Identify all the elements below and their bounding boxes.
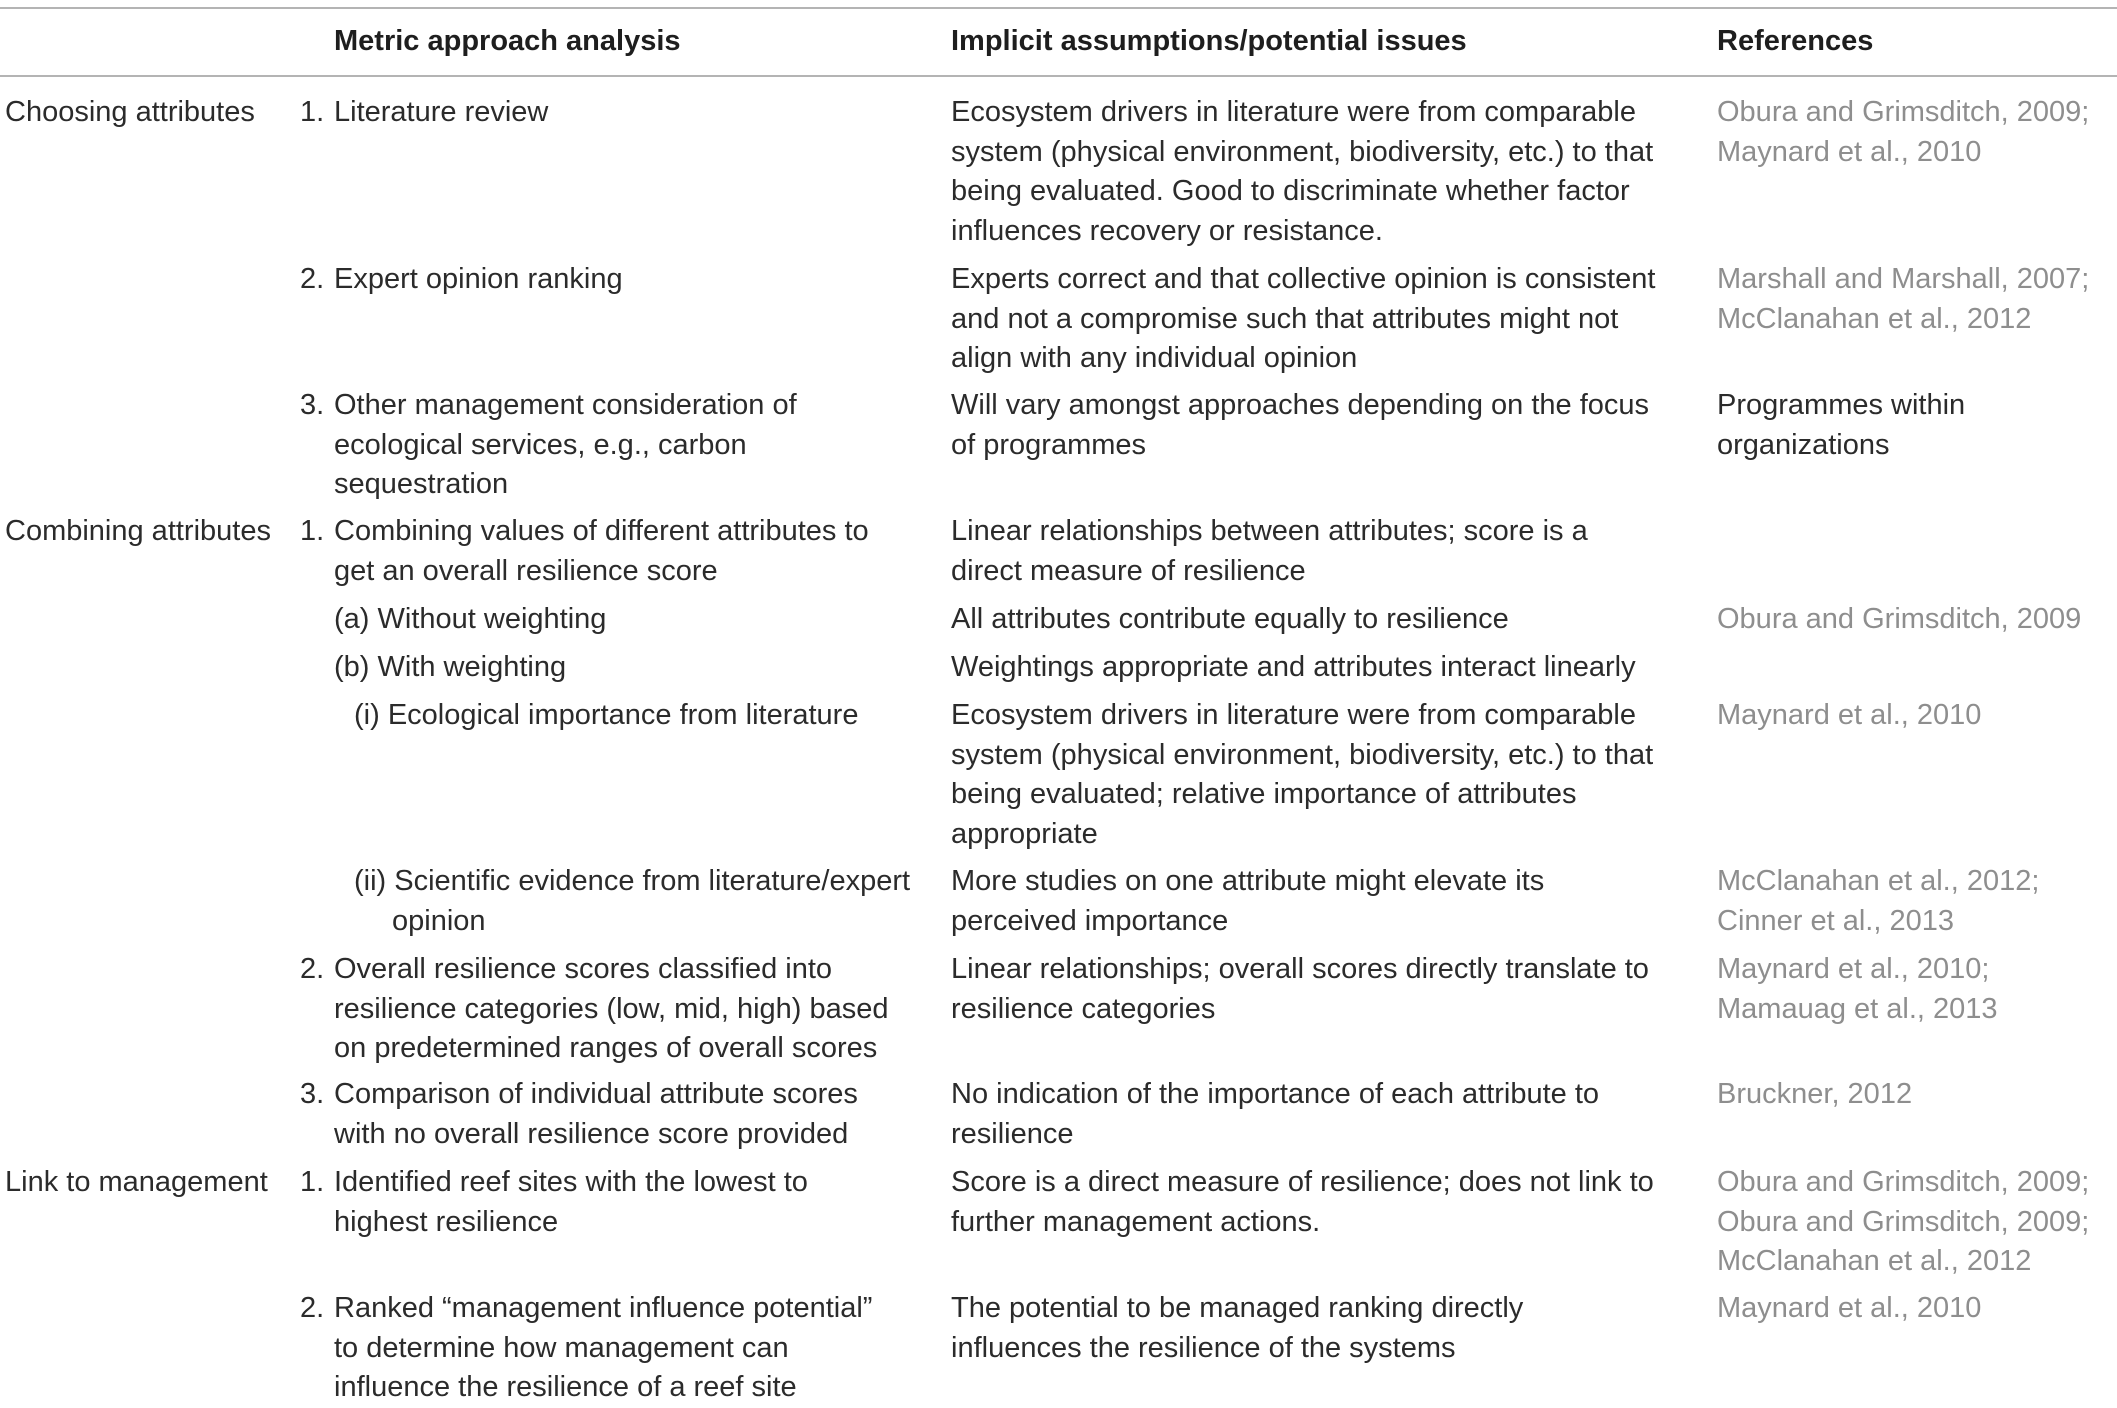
row-references [1717, 1163, 2117, 1282]
row-issue: The potential to be managed ranking directly influences the resilience of the systems [951, 1292, 1524, 1364]
row-approach: Comparison of individual attribute scores with no overall resilience score provided [334, 1078, 858, 1150]
row-references [1717, 93, 2117, 172]
row-approach: (ii) Scientific evidence from literature/expert opinion [354, 865, 911, 937]
reference-link[interactable]: McClanahan et al., 2012 [1717, 302, 2032, 335]
row-number: 1. [300, 1166, 325, 1198]
row-category: Combining attributes [5, 515, 271, 547]
row-issue: Ecosystem drivers in literature were from comparable system (physical environment, biodiversity, etc.) to that being evaluated. Good to discriminate whether factor influences recovery or resistance. [951, 96, 1654, 247]
row-references [1717, 386, 2117, 465]
row-issue: Weightings appropriate and attributes interact linearly [951, 651, 1636, 683]
row-references [1717, 862, 2117, 941]
reference-text: organizations [1717, 428, 1890, 461]
reference-link[interactable]: Maynard et al., 2010 [1717, 699, 1982, 731]
row-approach: Identified reef sites with the lowest to highest resilience [334, 1166, 808, 1238]
reference-link[interactable]: Maynard et al., 2010; [1717, 953, 1990, 985]
row-number: 2. [300, 953, 325, 985]
row-approach: Overall resilience scores classified into resilience categories (low, mid, high) based on predetermined ranges of overall scores [334, 953, 889, 1064]
reference-link[interactable]: McClanahan et al., 2012 [1717, 1245, 2032, 1277]
row-issue: Experts correct and that collective opinion is consistent and not a compromise such that attributes might not align with any individual opinion [951, 263, 1656, 374]
reference-link[interactable]: Mamauag et al., 2013 [1717, 992, 1998, 1025]
row-approach: (b) With weighting [334, 651, 567, 683]
row-issue: All attributes contribute equally to resilience [951, 603, 1509, 635]
row-issue: Will vary amongst approaches depending on the focus of programmes [951, 389, 1650, 461]
row-approach: Ranked “management influence potential” to determine how management can influence the resilience of a reef site [334, 1292, 873, 1403]
header-issues: Implicit assumptions/potential issues [951, 25, 1467, 57]
reference-link[interactable]: Obura and Grimsditch, 2009; [1717, 1205, 2090, 1238]
reference-link[interactable]: Maynard et al., 2010 [1717, 135, 1982, 168]
reference-link[interactable]: Bruckner, 2012 [1717, 1078, 1913, 1110]
reference-link[interactable]: Cinner et al., 2013 [1717, 904, 1954, 937]
row-number: 3. [300, 1078, 325, 1110]
row-number: 3. [300, 389, 325, 421]
row-references [1717, 950, 2117, 1029]
header-rule [0, 75, 2117, 77]
row-approach: Combining values of different attributes to get an overall resilience score [334, 515, 869, 587]
row-approach: Literature review [334, 96, 549, 128]
row-issue: Linear relationships; overall scores directly translate to resilience categories [951, 953, 1649, 1025]
row-references [1717, 696, 2117, 736]
header-approach: Metric approach analysis [334, 25, 681, 57]
reference-link[interactable]: Marshall and Marshall, 2007; [1717, 263, 2090, 295]
table-top-rule [0, 7, 2117, 9]
reference-link[interactable]: Maynard et al., 2010 [1717, 1292, 1982, 1324]
row-category: Link to management [5, 1166, 268, 1198]
row-number: 1. [300, 96, 325, 128]
row-issue: Score is a direct measure of resilience; does not link to further management actions. [951, 1166, 1654, 1238]
row-approach: (a) Without weighting [334, 603, 607, 635]
row-number: 2. [300, 1292, 325, 1324]
reference-link[interactable]: Obura and Grimsditch, 2009 [1717, 603, 2082, 635]
reference-text: Programmes within [1717, 389, 1966, 421]
row-approach: Expert opinion ranking [334, 263, 623, 295]
row-references [1717, 600, 2117, 640]
header-references: References [1717, 25, 1874, 57]
row-category: Choosing attributes [5, 96, 255, 128]
reference-link[interactable]: McClanahan et al., 2012; [1717, 865, 2040, 897]
row-number: 1. [300, 515, 325, 547]
row-approach: (i) Ecological importance from literature [354, 699, 859, 731]
row-references [1717, 1289, 2117, 1329]
row-issue: More studies on one attribute might elevate its perceived importance [951, 865, 1545, 937]
reference-link[interactable]: Obura and Grimsditch, 2009; [1717, 1166, 2090, 1198]
row-references [1717, 260, 2117, 339]
row-issue: Ecosystem drivers in literature were from comparable system (physical environment, biodiversity, etc.) to that being evaluated; relative importance of attributes appropriate [951, 699, 1654, 850]
row-number: 2. [300, 263, 325, 295]
row-references [1717, 1075, 2117, 1115]
reference-link[interactable]: Obura and Grimsditch, 2009; [1717, 96, 2090, 128]
row-approach: Other management consideration of ecological services, e.g., carbon sequestration [334, 389, 797, 500]
row-issue: No indication of the importance of each attribute to resilience [951, 1078, 1600, 1150]
row-issue: Linear relationships between attributes; score is a direct measure of resilience [951, 515, 1588, 587]
